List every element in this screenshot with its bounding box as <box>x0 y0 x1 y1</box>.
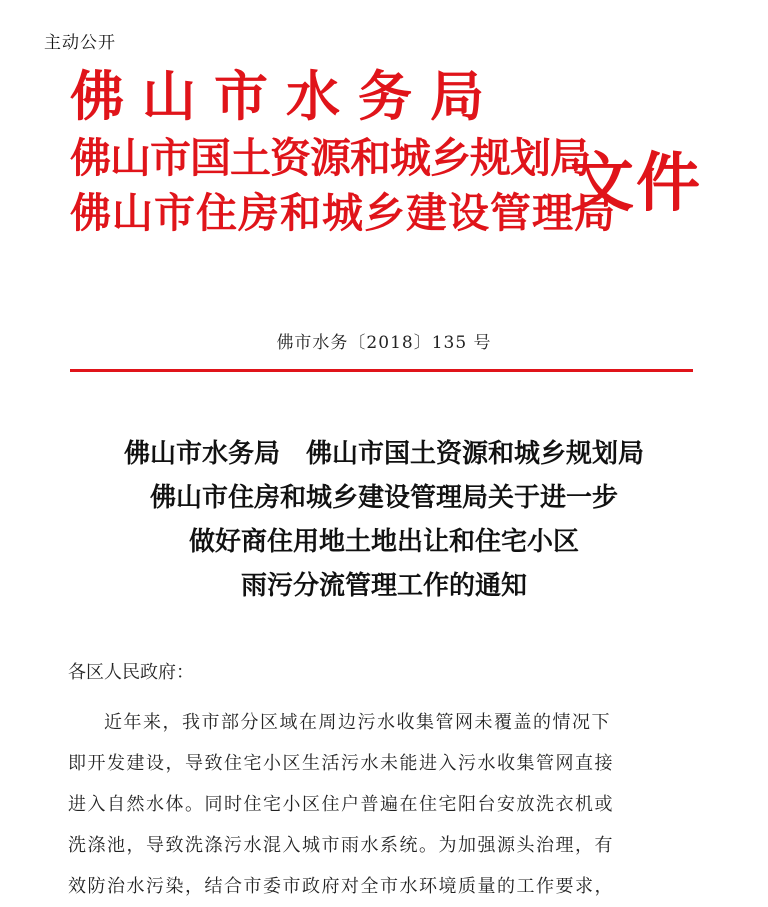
title-line: 做好商住用地土地出让和住宅小区 <box>188 527 579 557</box>
issuer-housing-bureau: 佛山市住房和城乡建设管理局 <box>70 189 616 237</box>
document-number: 佛市水务〔2018〕135 号 <box>276 333 492 353</box>
issuing-agencies <box>70 65 616 237</box>
disclosure-label: 主动公开 <box>44 33 116 53</box>
body-line: 洗涤池，导致洗涤污水混入城市雨水系统。为加强源头治理，有 <box>68 835 614 856</box>
body-line: 即开发建设，导致住宅小区生活污水未能进入污水收集管网直接 <box>68 753 614 774</box>
title-line: 雨污分流管理工作的通知 <box>240 571 527 601</box>
red-divider-line <box>70 369 693 372</box>
body-line: 效防治水污染，结合市委市政府对全市水环境质量的工作要求， <box>68 876 614 897</box>
document-word: 文件 <box>570 147 702 221</box>
body-line: 进入自然水体。同时住宅小区住户普遍在住宅阳台安放洗衣机或 <box>68 794 614 815</box>
salutation: 各区人民政府： <box>68 662 194 683</box>
body-paragraph <box>68 702 708 907</box>
title-line: 佛山市住房和城乡建设管理局关于进一步 <box>149 483 618 513</box>
issuer-land-planning-bureau: 佛山市国土资源和城乡规划局 <box>70 134 590 182</box>
notice-title <box>30 432 738 608</box>
issuer-water-bureau: 佛山市水务局 <box>70 65 502 128</box>
body-line: 近年来，我市部分区域在周边污水收集管网未覆盖的情况下 <box>104 712 611 733</box>
title-line: 佛山市水务局 佛山市国土资源和城乡规划局 <box>123 439 644 469</box>
